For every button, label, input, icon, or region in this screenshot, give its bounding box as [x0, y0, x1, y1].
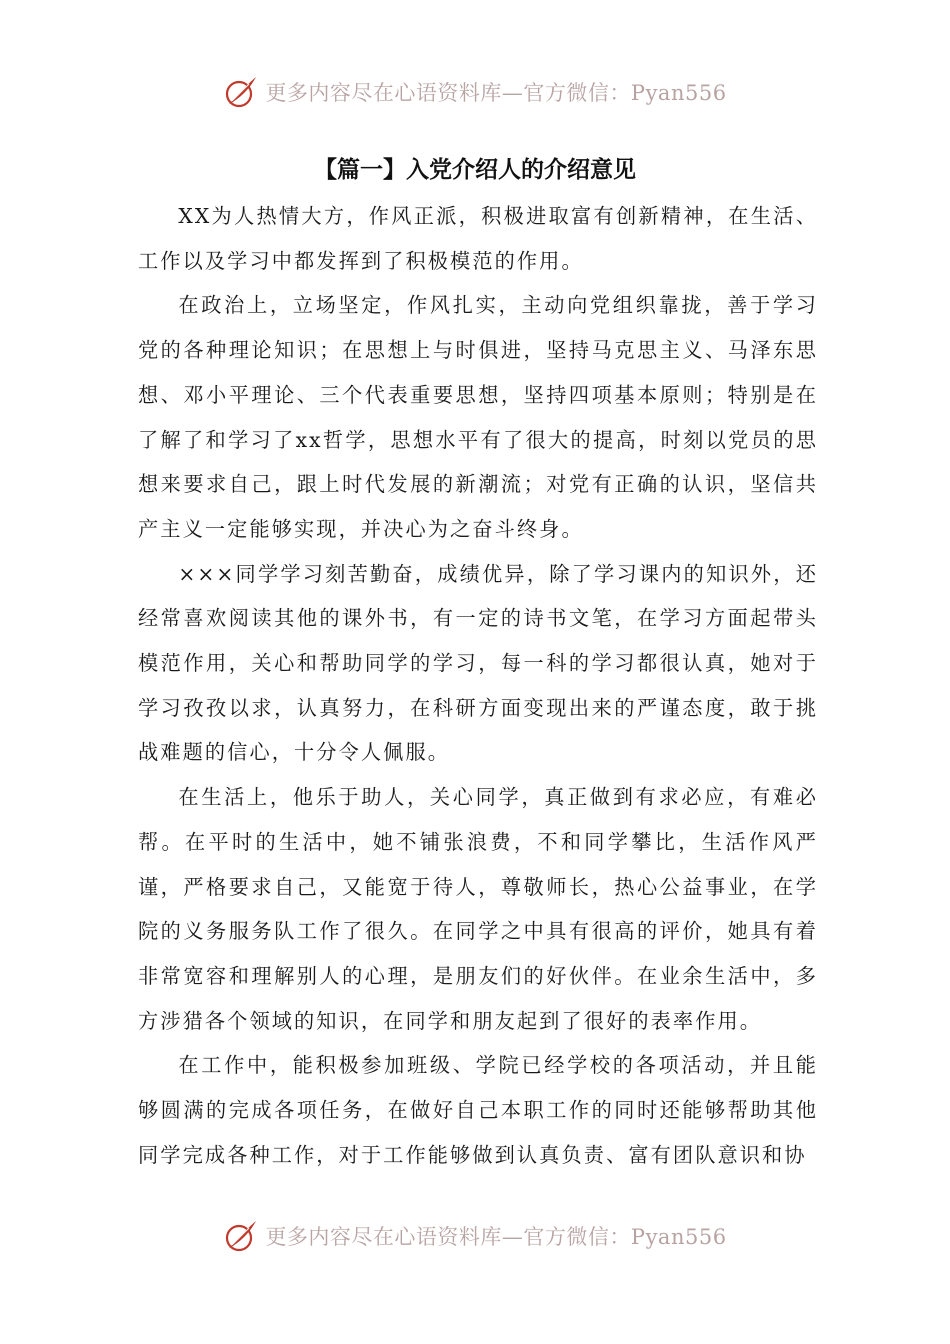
banner-text: 更多内容尽在心语资料库—官方微信：Pyan556 — [265, 1225, 727, 1249]
document-title: 【篇一】入党介绍人的介绍意见 — [314, 157, 636, 183]
paragraph-3: ×××同学学习刻苦勤奋，成绩优异，除了学习课内的知识外，还经常喜欢阅读其他的课外书，有一定的诗书文笔，在学习方面起带头模范作用，关心和帮助同学的学习，每一科的学习都很认真，她对于学习孜孜以求，认真努力，在科研方面变现出来的严谨态度，敢于挑战难题的信心，十分令人佩服。 — [138, 561, 818, 765]
header-watermark-banner — [0, 70, 950, 114]
paragraph-4: 在生活上，他乐于助人，关心同学，真正做到有求必应，有难必帮。在平时的生活中，她不铺张浪费，不和同学攀比，生活作风严谨，严格要求自己，又能宽于待人，尊敬师长，热心公益事业，在学院的义务服务队工作了很久。在同学之中具有很高的评价，她具有着非常宽容和理解别人的心理，是朋友们的好伙伴。在业余生活中，多方涉猎各个领域的知识，在同学和朋友起到了很好的表率作用。 — [138, 785, 818, 1033]
quill-logo-icon — [223, 74, 259, 110]
paragraph-2: 在政治上，立场坚定，作风扎实，主动向党组织靠拢，善于学习党的各种理论知识；在思想上与时俱进，坚持马克思主义、马泽东思想、邓小平理论、三个代表重要思想，坚持四项基本原则；特别是在了解了和学习了xx哲学，思想水平有了很大的提高，时刻以党员的思想来要求自己，跟上时代发展的新潮流；对党有正确的认识，坚信共产主义一定能够实现，并决心为之奋斗终身。 — [138, 293, 818, 541]
banner-text: 更多内容尽在心语资料库—官方微信：Pyan556 — [265, 81, 727, 105]
footer-watermark-banner — [0, 1214, 950, 1258]
paragraph-5: 在工作中，能积极参加班级、学院已经学校的各项活动，并且能够圆满的完成各项任务，在做好自己本职工作的同时还能够帮助其他同学完成各种工作，对于工作能够做到认真负责、富有团队意识和协 — [138, 1053, 818, 1167]
quill-logo-icon — [223, 1218, 259, 1254]
document-body — [138, 194, 818, 1177]
paragraph-1: XX为人热情大方，作风正派，积极进取富有创新精神，在生活、工作以及学习中都发挥到了积极模范的作用。 — [138, 204, 818, 273]
